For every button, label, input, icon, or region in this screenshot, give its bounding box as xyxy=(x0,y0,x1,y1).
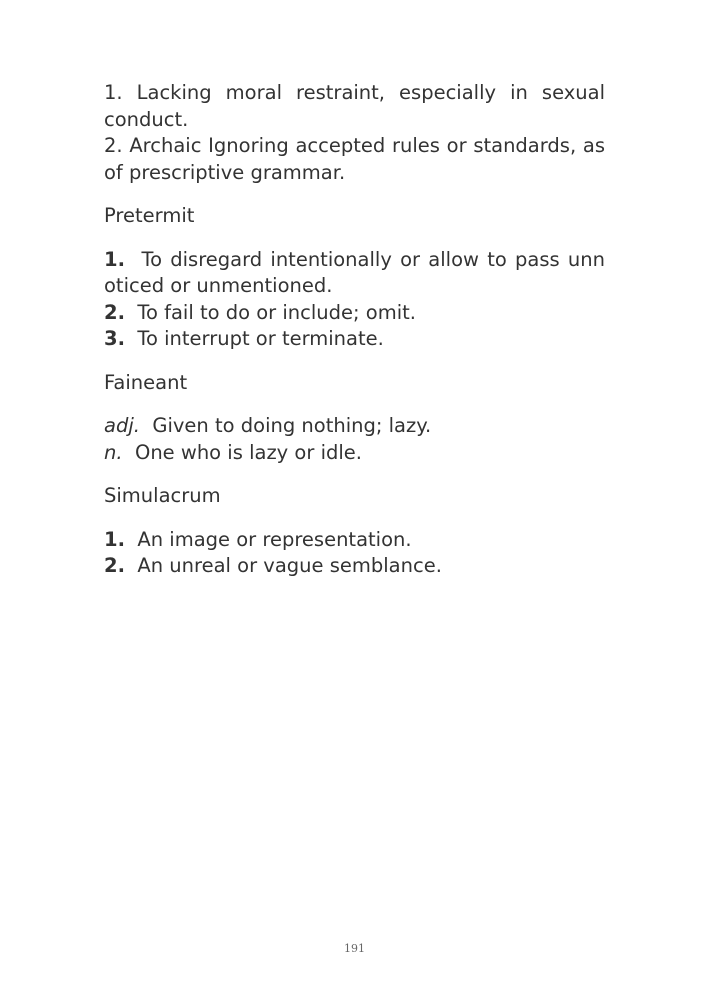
definition-item xyxy=(104,527,605,554)
page-body xyxy=(104,80,605,580)
definition-text: To fail to do or include; omit. xyxy=(137,300,416,324)
definition-item xyxy=(104,413,605,440)
definition-text: To disregard intentionally or allow to pass unn oticed or unmentioned. xyxy=(104,247,605,297)
definition-text: Given to doing nothing; lazy. xyxy=(152,414,432,437)
definition-item xyxy=(104,300,605,327)
definition-text: An unreal or vague semblance. xyxy=(137,554,442,577)
definition-number: 2. xyxy=(104,554,125,577)
definition-item xyxy=(104,247,605,300)
definition-text: To interrupt or terminate. xyxy=(137,327,384,350)
headword-faineant: Faineant xyxy=(104,370,188,394)
definition-number: 2. xyxy=(104,300,125,324)
definition-text: One who is lazy or idle. xyxy=(134,440,362,464)
definition-number: 1. xyxy=(104,527,125,551)
headword-simulacrum: Simulacrum xyxy=(104,484,221,507)
definition-item xyxy=(104,326,605,353)
definition-continuation-2: 2. Archaic Ignoring accepted rules or standards, as of prescriptive grammar. xyxy=(104,134,605,184)
definition-item xyxy=(104,440,605,467)
definition-item xyxy=(104,553,605,580)
definition-number: 1. xyxy=(104,247,125,271)
definition-text: An image or representation. xyxy=(137,527,412,551)
part-of-speech: n. xyxy=(104,440,123,464)
page-number: 191 xyxy=(344,942,365,955)
definition-continuation-1: 1. Lacking moral restraint, especially in sexual conduct. xyxy=(104,81,605,131)
definition-number: 3. xyxy=(104,327,125,350)
headword-pretermit: Pretermit xyxy=(104,204,195,227)
part-of-speech: adj. xyxy=(104,414,140,437)
